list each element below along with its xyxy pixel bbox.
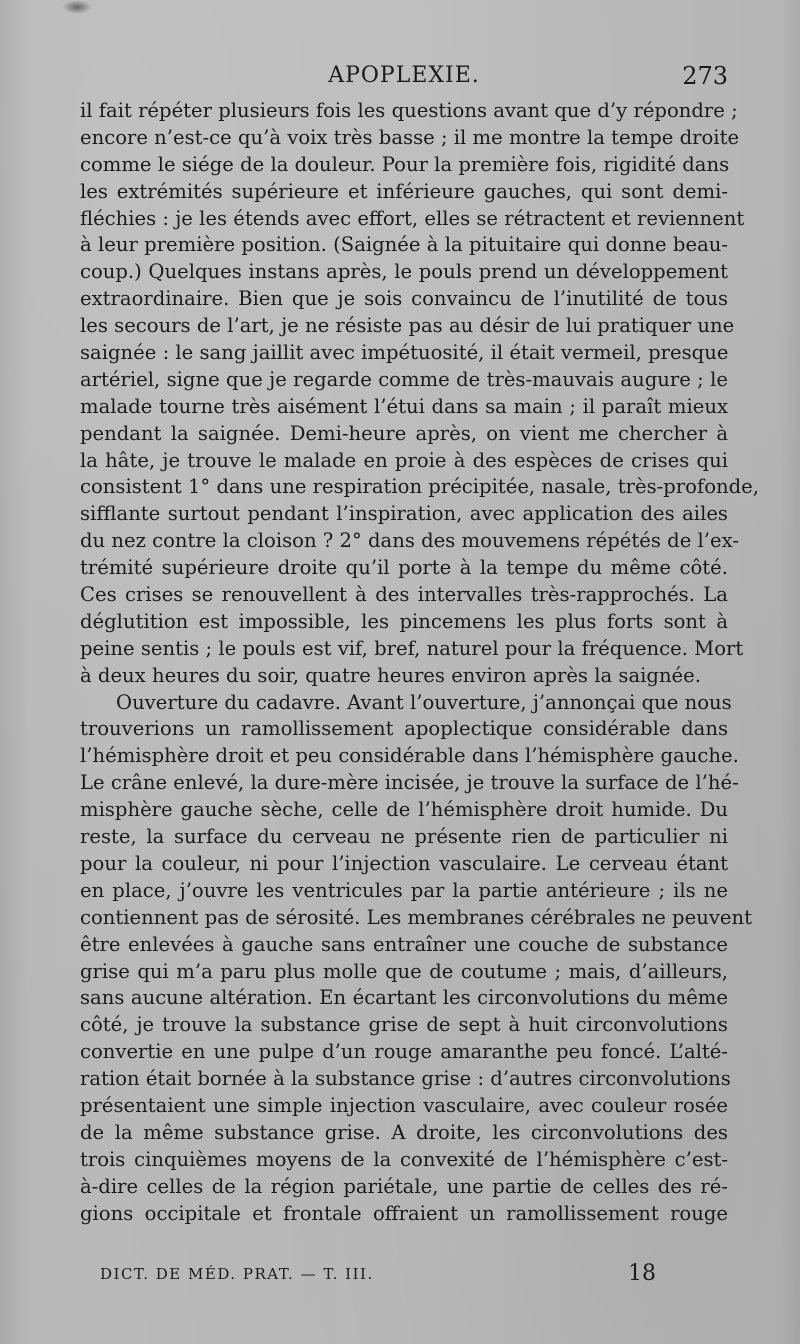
text-line: sifflante surtout pendant l’inspiration, avec application des ailes	[80, 502, 728, 526]
text-line: de la même substance grise. A droite, les circonvolutions des	[80, 1120, 728, 1144]
text-line: encore n’est-ce qu’à voix très basse ; il me montre la tempe droite	[80, 125, 740, 149]
text-line: présentaient une simple injection vasculaire, avec couleur rosée	[80, 1093, 728, 1117]
running-title: APOPLEXIE.	[328, 63, 480, 88]
body-text	[80, 98, 759, 1227]
text-line: à leur première position. (Saignée à la pituitaire qui donne beau-	[80, 233, 728, 257]
text-line: du nez contre la cloison ? 2° dans des mouvemens répétés de l’ex-	[80, 529, 739, 553]
text-line: artériel, signe que je regarde comme de très-mauvais augure ; le	[80, 367, 728, 391]
text-line: sans aucune altération. En écartant les circonvolutions du même	[80, 986, 728, 1010]
text-line: misphère gauche sèche, celle de l’hémisphère droit humide. Du	[80, 798, 728, 822]
page-footer	[100, 1262, 656, 1286]
printer-signature: DICT. DE MÉD. PRAT. — T. III.	[100, 1265, 374, 1283]
text-line: côté, je trouve la substance grise de sept à huit circonvolutions	[80, 1013, 728, 1037]
text-line: en place, j’ouvre les ventricules par la partie antérieure ; ils ne	[80, 878, 728, 902]
ink-smudge	[62, 0, 92, 14]
text-line: les secours de l’art, je ne résiste pas au désir de lui pratiquer une	[80, 314, 735, 338]
text-line: peine sentis ; le pouls est vif, bref, naturel pour la fréquence. Mort	[80, 636, 744, 660]
text-line: grise qui m’a paru plus molle que de coutume ; mais, d’ailleurs,	[80, 959, 728, 983]
text-line: gions occipitale et frontale offraient un ramollissement rouge	[80, 1201, 728, 1225]
text-line: il fait répéter plusieurs fois les questions avant que d’y répondre ;	[80, 99, 738, 122]
text-line: l’hémisphère droit et peu considérable dans l’hémisphère gauche.	[80, 744, 739, 768]
text-line: ration était bornée à la substance grise : d’autres circonvolutions	[80, 1067, 731, 1091]
text-line: trémité supérieure droite qu’il porte à la tempe du même côté.	[80, 556, 728, 580]
text-line: être enlevées à gauche sans entraîner une couche de substance	[80, 932, 728, 956]
text-line: fléchies : je les étends avec effort, elles se rétractent et reviennent	[80, 206, 745, 230]
text-line: comme le siége de la douleur. Pour la première fois, rigidité dans	[80, 152, 730, 176]
text-line: trois cinquièmes moyens de la convexité de l’hémisphère c’est-	[80, 1147, 728, 1171]
text-line: extraordinaire. Bien que je sois convaincu de l’inutilité de tous	[80, 287, 728, 311]
text-line: convertie en une pulpe d’un rouge amaranthe peu foncé. L’alté-	[80, 1040, 728, 1064]
text-line: consistent 1° dans une respiration précipitée, nasale, très-profonde,	[80, 475, 759, 499]
text-line: trouverions un ramollissement apoplectique considérable dans	[80, 717, 728, 741]
page-header	[80, 60, 728, 92]
text-line: déglutition est impossible, les pincemens les plus forts sont à	[80, 609, 728, 633]
text-line: à-dire celles de la région pariétale, une partie de celles des ré-	[80, 1174, 728, 1198]
text-line: pendant la saignée. Demi-heure après, on vient me chercher à	[80, 421, 728, 445]
signature-mark: 18	[628, 1261, 656, 1286]
text-line: Ouverture du cadavre. Avant l’ouverture, j’annonçai que nous	[116, 690, 732, 714]
text-line: saignée : le sang jaillit avec impétuosité, il était vermeil, presque	[80, 341, 729, 365]
text-line: la hâte, je trouve le malade en proie à des espèces de crises qui	[80, 448, 728, 472]
text-line: pour la couleur, ni pour l’injection vasculaire. Le cerveau étant	[80, 851, 728, 875]
text-line: malade tourne très aisément l’étui dans sa main ; il paraît mieux	[80, 394, 728, 418]
text-line: reste, la surface du cerveau ne présente rien de particulier ni	[80, 825, 728, 849]
text-line: à deux heures du soir, quatre heures environ après la saignée.	[80, 663, 701, 687]
page-number: 273	[682, 62, 728, 90]
text-line: Ces crises se renouvellent à des intervalles très-rapprochés. La	[80, 583, 728, 607]
text-line: Le crâne enlevé, la dure-mère incisée, je trouve la surface de l’hé-	[80, 771, 739, 795]
text-line: les extrémités supérieure et inférieure gauches, qui sont demi-	[80, 179, 728, 203]
text-line: contiennent pas de sérosité. Les membranes cérébrales ne peuvent	[80, 905, 752, 929]
text-line: coup.) Quelques instans après, le pouls prend un développement	[80, 260, 728, 284]
